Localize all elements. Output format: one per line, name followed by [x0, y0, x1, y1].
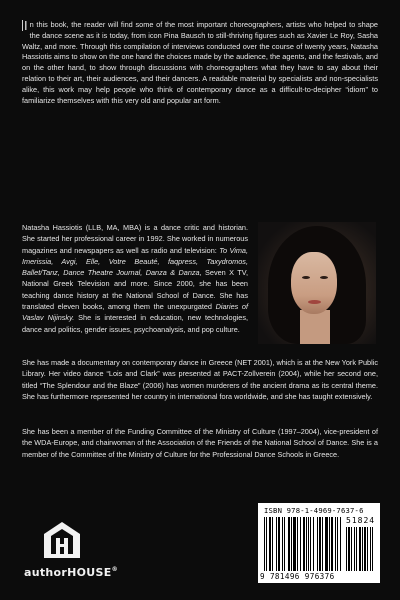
- back-cover-blurb: [22, 20, 378, 106]
- author-photo: [258, 222, 376, 344]
- drop-cap: I: [24, 18, 28, 33]
- blurb-text: n this book, the reader will find some of the most important choreographers, artists who helped to shape the dance scene as it is today, from icon Pina Bausch to still-thriving figures such as Xavier Le Roy, Sasha Waltz, and more. Through this compilation of interviews conducted over the course of twenty years, Natasha Hassiotis aims to show on the one hand the choices made by the audience, the agents, and the festivals, and on the other hand, to show through discussions with choreographers what they have to say about their relation to their art, their audiences, and their dancers. A readable material by specialists and non-specialists alike, this work may help people who think of contemporary dance as a difficult-to-decipher “idiom” to familiarize themselves with this very old and popular art form.: [22, 20, 378, 105]
- addon-number: 51824: [346, 516, 376, 525]
- bio-paragraph-3: She has been a member of the Funding Committee of the Ministry of Culture (1997–2004), vice-president of the WDA-Europe, and chairwoman of the Association of the Friends of the National School of Dance. She is a member of the Committee of the Ministry of Culture for the Professional Dance Schools in Greece.: [22, 427, 378, 459]
- isbn-text: ISBN 978-1-4969-7637-6: [264, 506, 364, 515]
- addon-bars: [346, 527, 376, 571]
- bio-paragraph-2: She has made a documentary on contemporary dance in Greece (NET 2001), which is at the New York Public Library. Her video dance “Lois and Clark” was presented at PACT-Zollverein (2004), while her second one, titled “The Splendour and the Blaze” (2006) has women murderers of the ancient drama as its central theme. She has furthermore represented her country in international fora worldwide, and she has taught extensively.: [22, 358, 378, 401]
- publisher-name: authorHOUSE®: [24, 566, 118, 579]
- author-bio: [22, 222, 378, 346]
- authorhouse-house-icon: [42, 520, 82, 560]
- bio-paragraph-1: Natasha Hassiotis (LLB, MA, MBA) is a dance critic and historian. She started her professional career in 1992. She worked in numerous magazines and newspapers as well as radio and television: To Vima, Imerissia, Avgi, Elle, Votre Beauté, faqpress, Taxydromos, Ballet/Tanz, Dance Theatre Journal, Danza & Danza, Seven X TV, National Greek Television and more. Since 2000, she has been teaching dance history at the National School of Dance. She has translated eleven books, among them the unexpurgated Diaries of Vaslav Nijinsky. She is interested in education, new technologies, dance and politics, gender issues, psychoanalysis, and pop culture.: [22, 223, 248, 334]
- ean-number: 9 781496 976376: [260, 572, 335, 581]
- ean-bars: [264, 517, 342, 571]
- isbn-barcode: [258, 503, 380, 583]
